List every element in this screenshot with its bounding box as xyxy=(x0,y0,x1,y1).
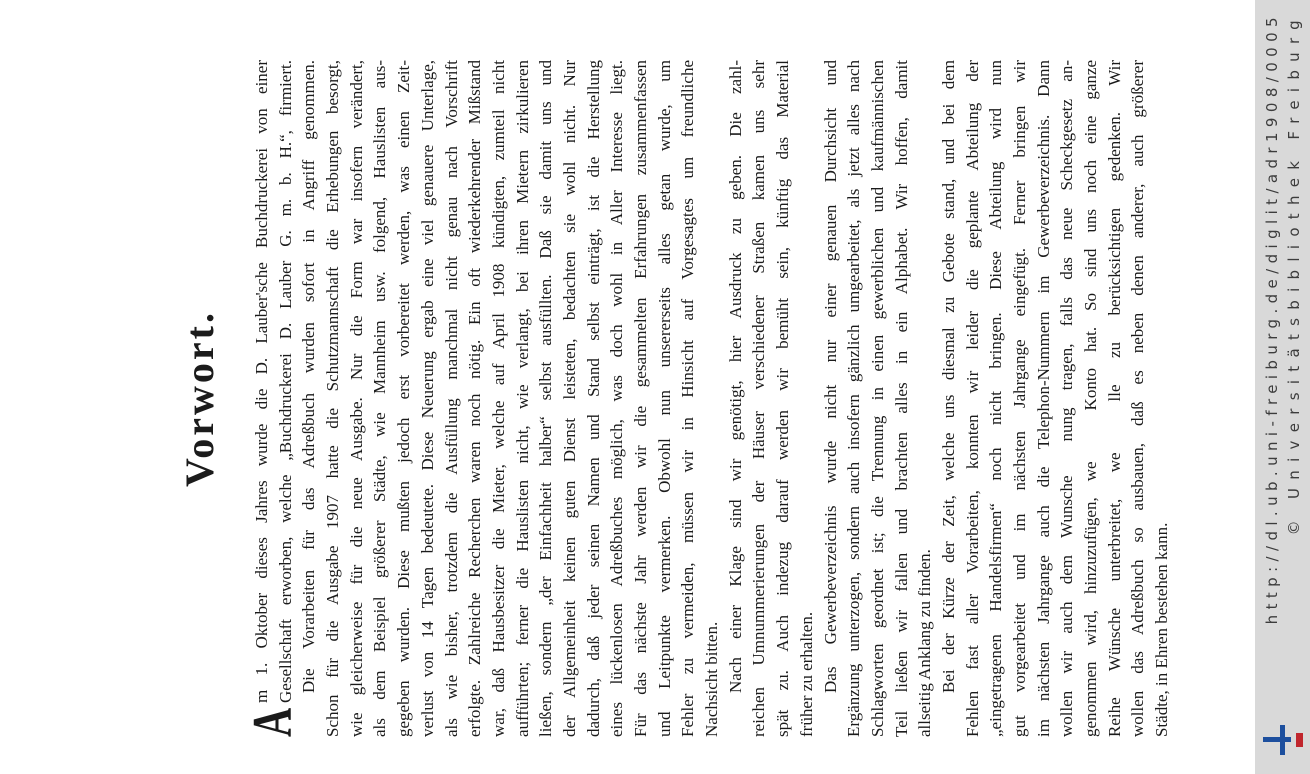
text-line: im nächsten Jahrgange auch die Telephon-Nummern im Gewerbeverzeichnis. Dann xyxy=(1033,60,1053,737)
text-line: verlust von 14 Tagen bedeutete. Diese Neuerung ergab eine viel genauere Unterlage, xyxy=(417,60,437,737)
text-line: gut vorgearbeitet und im nächsten Jahrgange eingefügt. Ferner bringen wir xyxy=(1010,60,1029,737)
text-line: Bei der Kürze der Zeit, welche uns diesmal zu Gebote stand, und bei dem xyxy=(938,60,958,693)
text-line: Schon für die Ausgabe 1907 hatte die Schutzmannschaft die Erhebungen besorgt, xyxy=(323,60,343,737)
text-line: „eingetragenen Handelsfirmen“ noch nicht bringen. Diese Abteilung wird nun xyxy=(986,60,1006,737)
text-line: erfolgte. Zahlreiche Recherchen waren noch nötig. Ein oft wiederkehrender Mißstand xyxy=(465,60,485,737)
text-line: Teil ließen wir fallen und brachten alles in ein Alphabet. Wir hoffen, damit xyxy=(891,60,911,737)
text-line: Schlagworten geordnet ist; die Trennung in einen gewerblichen und kaufmännischen xyxy=(867,60,887,737)
text-line: als wie bisher, trotzdem die Ausfüllung manchmal nicht genau nach Vorschrift xyxy=(441,60,461,737)
text-line: war, daß Hausbesitzer die Mieter, welche auf April 1908 kündigten, zumteil nicht xyxy=(488,60,508,737)
copyright-notice: © Universitätsbibliothek Freiburg xyxy=(1285,12,1303,536)
text-line: Die Vorarbeiten für das Adreßbuch wurden sofort in Angriff genommen. xyxy=(299,60,319,693)
sidebar-text-block xyxy=(1258,12,1306,652)
text-line: Das Gewerbeverzeichnis wurde nicht nur einer genauen Durchsicht und xyxy=(820,60,840,693)
text-line: Fehlen fast aller Vorarbeiten, konnten wir leider die geplante Abteilung der xyxy=(962,60,982,737)
text-line: wollen das Adreßbuch so ausbauen, daß es neben denen anderer, auch größerer xyxy=(1128,60,1148,737)
document-body xyxy=(242,60,1174,737)
text-line: Nach einer Klage sind wir genötigt, hier Ausdruck zu geben. Die zahl- xyxy=(725,60,745,693)
text-line: Städte, in Ehren bestehen kann. xyxy=(1152,522,1172,737)
text-line: Ergänzung unterzogen, sondern auch insofern gänzlich umgearbeitet, als jetzt alles nach xyxy=(844,60,864,737)
ub-freiburg-logo-icon xyxy=(1258,720,1308,762)
document-page xyxy=(175,60,1174,737)
logo-bar-vertical xyxy=(1280,725,1285,755)
text-line: Für das nächste Jahr werden wir die gesammelten Erfahrungen zusammenfassen xyxy=(631,60,650,737)
text-line: m 1. Oktober dieses Jahres wurde die D. Lauber'sche Buchdruckerei von einer xyxy=(252,60,271,703)
text-line: aufführten; ferner die Hauslisten nicht, wie verlangt, bei ihren Mietern zirkulieren xyxy=(512,60,532,737)
text-line: früher zu erhalten. xyxy=(796,611,816,737)
page-title: Vorwort. xyxy=(177,310,222,487)
text-line: der Allgemeinheit keinen guten Dienst leisteten, bedachten sie wohl nicht. Nur xyxy=(559,60,579,737)
text-line: reichen Umnummerierungen der Häuser verschiedener Straßen kamen uns sehr xyxy=(749,60,769,737)
drop-cap-initial: A xyxy=(242,707,304,737)
logo-bar-horizontal xyxy=(1263,737,1291,742)
text-line: als dem Beispiel größerer Städte, wie Mannheim usw. folgend, Hauslisten aus- xyxy=(370,60,390,737)
text-line: allseitig Anklang zu finden. xyxy=(915,549,935,737)
text-line: eines lückenlosen Adreßbuches möglich, was doch wohl in Aller Interesse liegt. xyxy=(607,60,627,737)
text-line: gegeben wurden. Diese mußten jedoch erst vorbereitet werden, was einen Zeit- xyxy=(394,60,414,737)
logo-block-red xyxy=(1296,733,1303,747)
text-line: ließen, sondern „der Einfachheit halber“ selbst ausfüllten. Daß sie damit uns und xyxy=(536,60,556,737)
text-line: und Leitpunkte vermerken. Obwohl nun unsererseits alles getan wurde, um xyxy=(654,60,674,737)
text-line: genommen wird, hinzuzufügen, we Konto hat. So sind uns noch eine ganze xyxy=(1081,60,1101,737)
text-line: Gesellschaft erworben, welche „Buchdruckerei D. Lauber G. m. b. H.“, firmiert. xyxy=(275,60,295,703)
text-line: Fehler zu vermeiden, müssen wir in Hinsicht auf Vorgesagtes um freundliche xyxy=(678,60,698,737)
text-line: spät zu. Auch indezug darauf werden wir bemüht sein, künftig das Material xyxy=(773,60,793,737)
text-line: wollen wir auch dem Wunsche nung tragen, falls das neue Scheckgesetz an- xyxy=(1057,60,1077,737)
text-line: dadurch, daß jeder seinen Namen und Stand selbst einträgt, ist die Herstellung xyxy=(583,60,603,737)
text-line: Nachsicht bitten. xyxy=(702,621,722,737)
text-line: wie gleicherweise für die neue Ausgabe. Nur die Form war insofern verändert, xyxy=(346,60,366,737)
source-url: http://dl.ub.uni-freiburg.de/diglit/adr1908/0005 xyxy=(1263,12,1281,625)
text-line: Reihe Wünsche unterbreitet, we lle zu berücksichtigen gedenken. Wir xyxy=(1104,60,1124,737)
